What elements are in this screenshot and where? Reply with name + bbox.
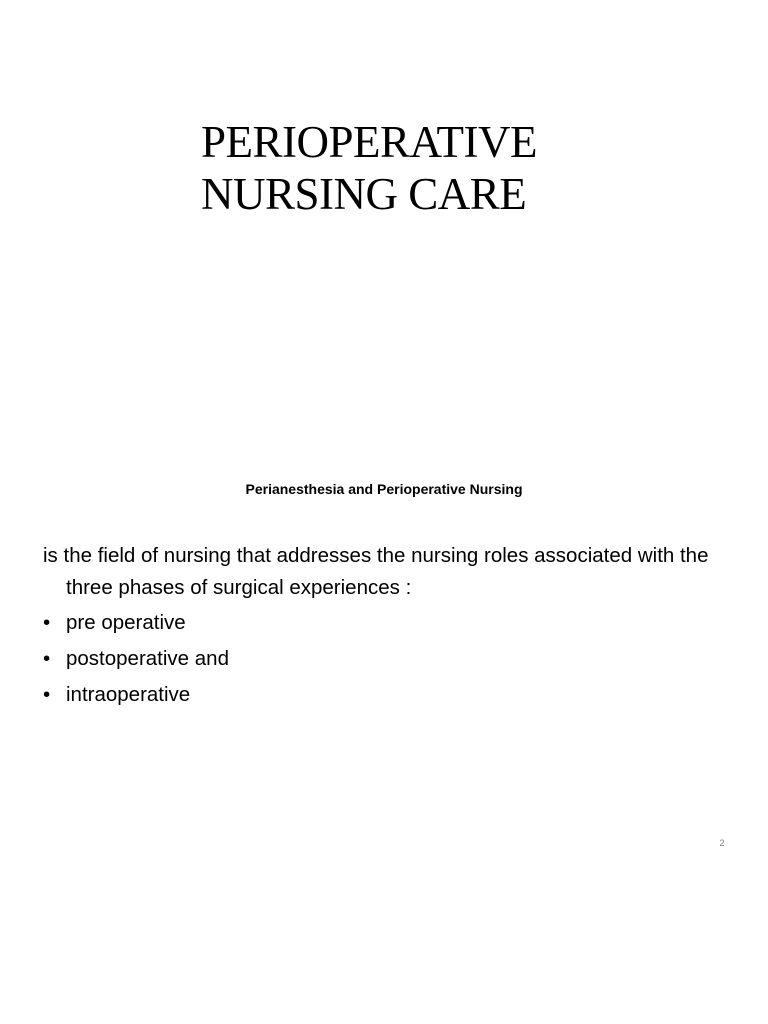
- bullet-icon: •: [43, 683, 51, 706]
- slide-body: [43, 540, 743, 715]
- list-item-text: postoperative and: [66, 647, 229, 670]
- slide-title-line-2: NURSING CARE: [201, 169, 527, 219]
- bullet-icon: •: [43, 647, 51, 670]
- slide-subtitle: Perianesthesia and Perioperative Nursing: [245, 481, 523, 497]
- list-item: [43, 643, 743, 679]
- slide-title: [201, 116, 537, 220]
- page-number: 2: [719, 838, 725, 848]
- list-item: [43, 679, 743, 715]
- list-item-text: intraoperative: [66, 683, 191, 706]
- list-item: [43, 607, 743, 643]
- bullet-list: [43, 607, 743, 715]
- intro-paragraph: is the field of nursing that addresses the nursing roles associated with the three phases of surgical experiences :: [43, 544, 709, 599]
- list-item-text: pre operative: [66, 611, 186, 634]
- slide-title-line-1: PERIOPERATIVE: [201, 117, 538, 167]
- bullet-icon: •: [43, 611, 51, 634]
